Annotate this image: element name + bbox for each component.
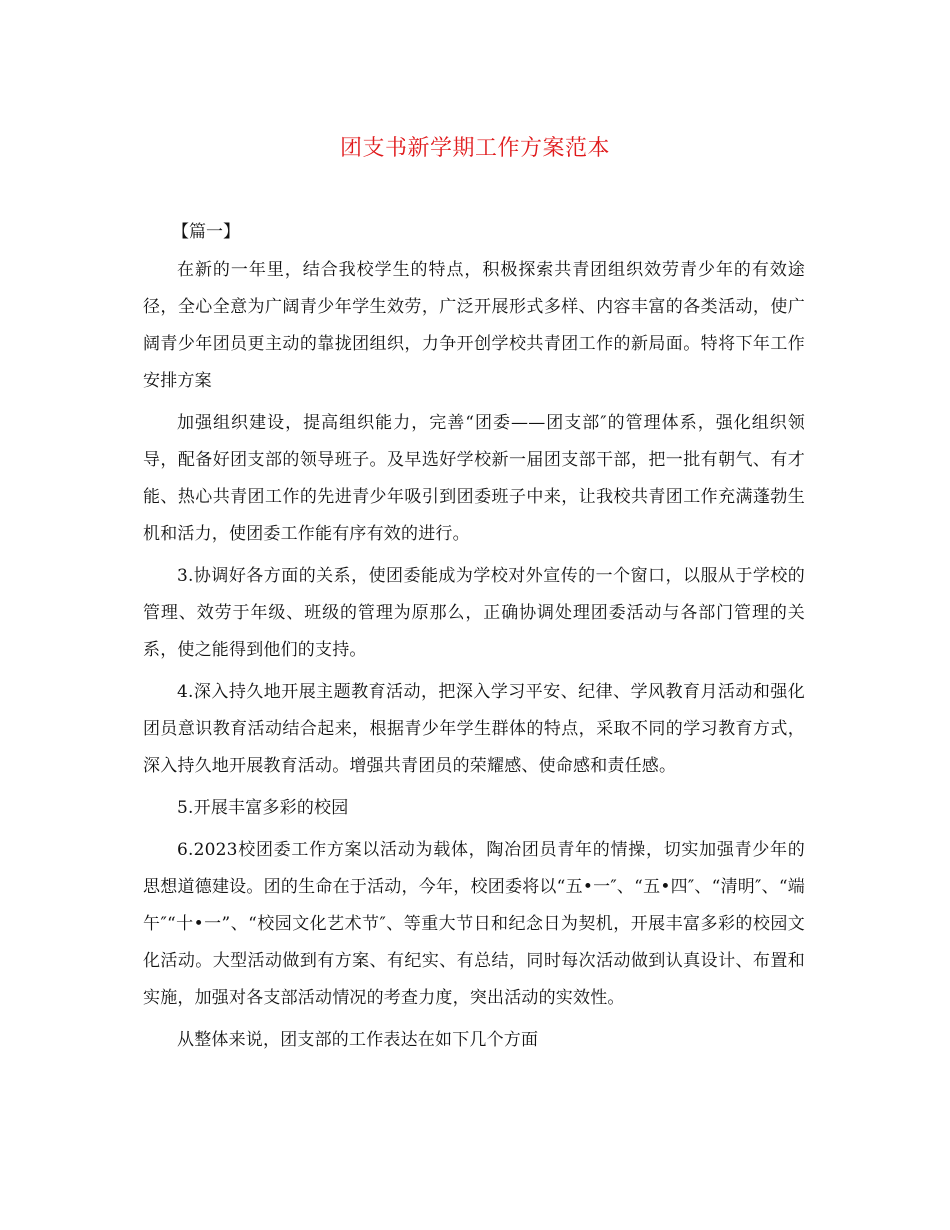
document-title: 团支书新学期工作方案范本 [339, 136, 610, 161]
document-body [143, 252, 805, 1064]
paragraph-item-3: 3.协调好各方面的关系，使团委能成为学校对外宣传的一个窗口，以服从于学校的管理、效劳于年级、班级的管理为原那么，正确协调处理团委活动与各部门管理的关系，使之能得到他们的支持。 [143, 566, 805, 660]
paragraph-item-6: 6.2023校团委工作方案以活动为载体，陶冶团员青年的情操，切实加强青少年的思想道德建设。团的生命在于活动，今年，校团委将以“五•一″、“五•四″、“清明″、“端午″“十•一”、“校园文化艺术节″、等重大节日和纪念日为契机，开展丰富多彩的校园文化活动。大型活动做到有方案、有纪实、有总结，同时每次活动做到认真设计、布置和实施，加强对各支部活动情况的考查力度，突出活动的实效性。 [143, 840, 805, 1008]
section-label: 【篇一】 [172, 222, 240, 242]
paragraph-item-4: 4.深入持久地开展主题教育活动，把深入学习平安、纪律、学风教育月活动和强化团员意识教育活动结合起来，根据青少年学生群体的特点，采取不同的学习教育方式，深入持久地开展教育活动。增强共青团员的荣耀感、使命感和责任感。 [143, 682, 805, 776]
paragraph-intro: 在新的一年里，结合我校学生的特点，积极探索共青团组织效劳青少年的有效途径，全心全意为广阔青少年学生效劳，广泛开展形式多样、内容丰富的各类活动，使广阔青少年团员更主动的靠拢团组织，力争开创学校共青团工作的新局面。特将下年工作安排方案 [143, 260, 805, 391]
paragraph-organization: 加强组织建设，提高组织能力，完善“团委——团支部″的管理体系，强化组织领导，配备好团支部的领导班子。及早选好学校新一届团支部干部，把一批有朝气、有才能、热心共青团工作的先进青少年吸引到团委班子中来，让我校共青团工作充满蓬勃生机和活力，使团委工作能有序有效的进行。 [143, 413, 805, 544]
paragraph-summary: 从整体来说，团支部的工作表达在如下几个方面 [177, 1030, 539, 1050]
paragraph-item-5: 5.开展丰富多彩的校园 [177, 798, 349, 818]
